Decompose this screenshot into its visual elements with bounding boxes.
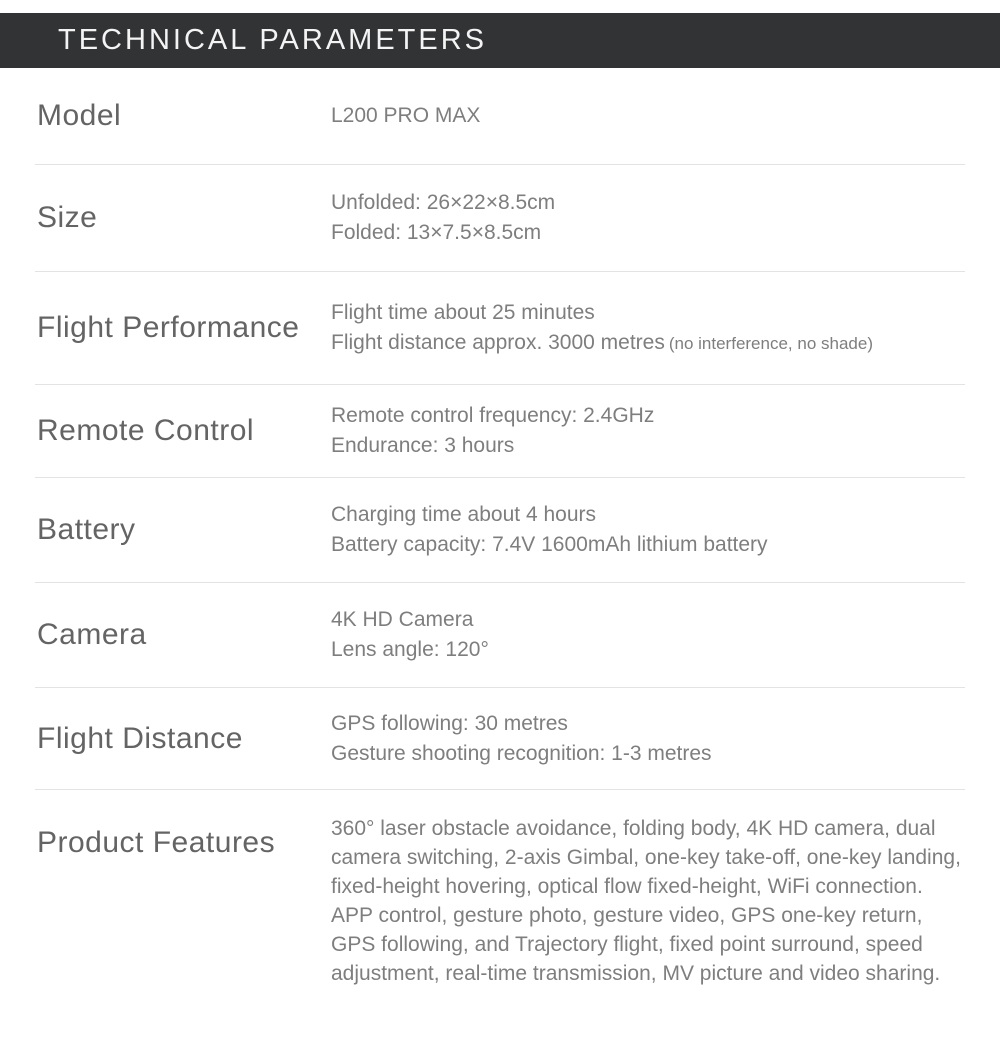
spec-row-model (35, 68, 965, 165)
spec-value-camera (331, 605, 965, 665)
spec-value-remote-control (331, 401, 965, 461)
spec-row-flight-performance (35, 272, 965, 385)
spec-label-flight-performance: Flight Performance (37, 311, 300, 344)
spec-value-line: L200 PRO MAX (331, 104, 481, 127)
spec-value-size (331, 188, 965, 248)
spec-table (35, 68, 965, 1036)
spec-row-product-features (35, 790, 965, 1036)
spec-row-camera (35, 583, 965, 688)
spec-label-product-features: Product Features (37, 826, 276, 859)
spec-value-line: Endurance: 3 hours (331, 434, 515, 457)
spec-value-line: GPS following: 30 metres (331, 711, 568, 735)
spec-label-flight-distance: Flight Distance (37, 721, 243, 755)
spec-value-model (331, 101, 965, 131)
spec-label-size: Size (37, 201, 98, 234)
spec-row-size (35, 165, 965, 272)
spec-label-remote-control: Remote Control (37, 414, 255, 447)
spec-label-camera: Camera (37, 618, 147, 651)
spec-value-flight-distance (331, 709, 965, 769)
spec-label-battery: Battery (37, 513, 136, 546)
spec-value-flight-performance (331, 298, 965, 359)
spec-row-flight-distance (35, 688, 965, 790)
spec-value-line: Unfolded: 26×22×8.5cm (331, 191, 556, 214)
spec-value-line: Gesture shooting recognition: 1-3 metres (331, 741, 712, 765)
spec-value-line: 4K HD Camera (331, 608, 474, 631)
spec-value-line: Battery capacity: 7.4V 1600mAh lithium battery (331, 533, 768, 556)
spec-value-line: Remote control frequency: 2.4GHz (331, 404, 655, 427)
spec-value-note: (no interference, no shade) (668, 333, 873, 353)
page-title: TECHNICAL PARAMETERS (58, 24, 487, 56)
spec-row-remote-control (35, 385, 965, 478)
spec-value-line (331, 328, 965, 359)
spec-value-battery (331, 500, 965, 560)
spec-label-model: Model (37, 99, 122, 132)
spec-value-line: Flight time about 25 minutes (331, 300, 595, 324)
spec-value-line: Folded: 13×7.5×8.5cm (331, 221, 542, 244)
spec-value-line: Charging time about 4 hours (331, 503, 596, 526)
spec-row-battery (35, 478, 965, 583)
header-bar (0, 13, 1000, 68)
spec-value-product-features: 360° laser obstacle avoidance, folding body, 4K HD camera, dual camera switching, 2-axis Gimbal, one-key take-off, one-key landing, fixed-height hovering, optical flow fixed-height, WiFi connection. APP control, gesture photo, gesture video, GPS one-key return, GPS following, and Trajectory flight, fixed point surround, speed adjustment, real-time transmission, MV picture and video sharing. (331, 817, 961, 985)
spec-value-text: Flight distance approx. 3000 metres (331, 330, 665, 354)
spec-value-line: Lens angle: 120° (331, 638, 489, 661)
